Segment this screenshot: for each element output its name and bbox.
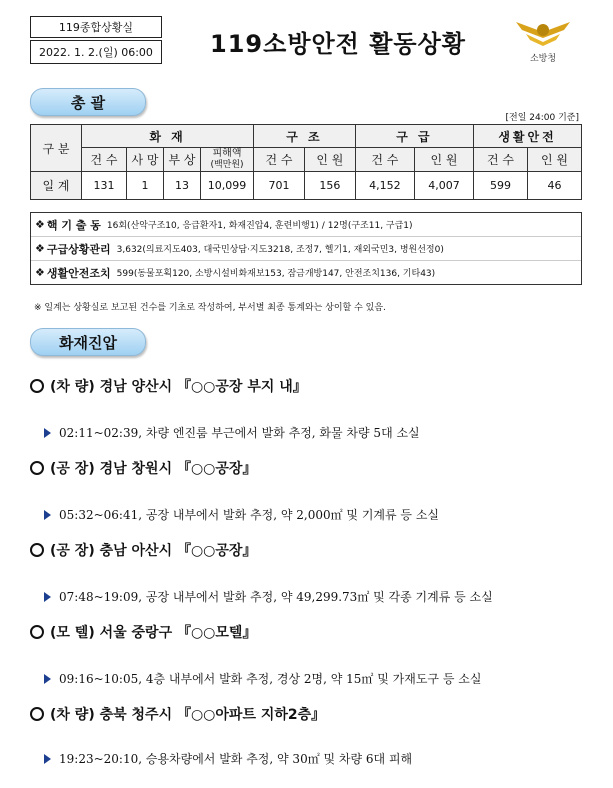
detail-text: 16회(산악구조10, 응급환자1, 화재진압4, 훈련비행1) / 12명(구조11, 구급1) <box>106 221 413 231</box>
group-ems: 구 급 <box>355 125 473 148</box>
val-fire-cases: 131 <box>82 172 127 200</box>
fire-item-title <box>30 540 256 560</box>
fire-item-desc <box>44 506 439 523</box>
fire-desc-text: 07:48~19:09, 공장 내부에서 발화 추정, 약 49,299.73㎡ 및 각종 기계류 등 소실 <box>59 590 493 604</box>
datetime-label <box>30 40 162 64</box>
detail-row-ems-management <box>31 237 581 261</box>
group-rescue: 구 조 <box>254 125 356 148</box>
triangle-bullet-icon <box>44 592 51 602</box>
diamond-bullet-icon: ❖ <box>35 218 45 231</box>
fire-title-text: (모 텔) 서울 중랑구 『○○모텔』 <box>50 625 257 641</box>
triangle-bullet-icon <box>44 510 51 520</box>
circle-bullet-icon <box>30 461 44 475</box>
page-title: 119소방안전 활동상황 <box>210 30 466 58</box>
val-ems-people: 4,007 <box>414 172 473 200</box>
fire-desc-text: 02:11~02:39, 차량 엔진룸 부근에서 발화 추정, 화물 차량 5대 소실 <box>59 426 420 440</box>
summary-table <box>30 124 582 200</box>
sub-safety-people: 인 원 <box>527 148 581 172</box>
val-safety-cases: 599 <box>474 172 528 200</box>
summary-footnote: ※ 일계는 상황실로 보고된 건수를 기초로 작성하여, 부서별 최종 통계와는 상이할 수 있음. <box>34 303 386 313</box>
summary-section-text: 총 괄 <box>70 93 106 112</box>
sub-ems-cases: 건 수 <box>355 148 414 172</box>
sub-rescue-cases: 건 수 <box>254 148 305 172</box>
fire-title-text: (공 장) 충남 아산시 『○○공장』 <box>50 543 257 559</box>
fire-item-title <box>30 458 256 478</box>
row-header-label: 구 분 <box>31 125 82 172</box>
sub-fire-cases: 건 수 <box>82 148 127 172</box>
fire-desc-text: 09:16~10:05, 4층 내부에서 발화 추정, 경상 2명, 약 15㎡ 및 가재도구 등 소실 <box>59 672 482 686</box>
triangle-bullet-icon <box>44 754 51 764</box>
circle-bullet-icon <box>30 543 44 557</box>
val-safety-people: 46 <box>527 172 581 200</box>
detail-label: 구급상황관리 <box>46 242 111 256</box>
sub-fire-injuries: 부 상 <box>164 148 201 172</box>
summary-details <box>30 212 582 285</box>
val-fire-injuries: 13 <box>164 172 201 200</box>
fire-item-title <box>30 376 307 396</box>
circle-bullet-icon <box>30 707 44 721</box>
base-time-note: [전일 24:00 기준] <box>505 113 579 123</box>
sub-rescue-people: 인 원 <box>304 148 355 172</box>
sub-fire-damage <box>201 148 254 172</box>
fire-item-desc <box>44 670 481 687</box>
total-row-label: 일 계 <box>31 172 82 200</box>
detail-text: 3,632(의료지도403, 대국민상담·지도3218, 조정7, 헬기1, 재외국민3, 병원선정0) <box>116 245 444 255</box>
val-ems-cases: 4,152 <box>355 172 414 200</box>
detail-label: 핵 기 출 동 <box>46 218 101 232</box>
sub-fire-damage-text: 피해액 <box>212 148 242 159</box>
group-safety: 생활안전 <box>474 125 582 148</box>
triangle-bullet-icon <box>44 674 51 684</box>
fire-item-desc <box>44 588 493 605</box>
fires-section-text: 화재진압 <box>59 333 117 352</box>
detail-label: 생활안전조치 <box>46 266 111 280</box>
circle-bullet-icon <box>30 625 44 639</box>
fire-item-desc <box>44 424 420 441</box>
detail-row-safety-actions <box>31 261 581 284</box>
circle-bullet-icon <box>30 379 44 393</box>
fire-desc-text: 19:23~20:10, 승용차량에서 발화 추정, 약 30㎡ 및 차량 6대 피해 <box>59 752 413 766</box>
triangle-bullet-icon <box>44 428 51 438</box>
sub-ems-people: 인 원 <box>414 148 473 172</box>
datetime-text: 2022. 1. 2.(일) 06:00 <box>39 46 153 59</box>
diamond-bullet-icon: ❖ <box>35 242 45 255</box>
fire-agency-emblem-icon <box>512 14 574 68</box>
fire-title-text: (차 량) 충북 청주시 『○○아파트 지하2층』 <box>50 707 326 723</box>
val-rescue-people: 156 <box>304 172 355 200</box>
sub-fire-damage-unit: (백만원) <box>210 160 244 170</box>
fire-item-title <box>30 622 256 642</box>
val-fire-deaths: 1 <box>127 172 164 200</box>
group-fire: 화 재 <box>82 125 254 148</box>
summary-section-label <box>30 88 146 116</box>
diamond-bullet-icon: ❖ <box>35 266 45 279</box>
fires-section-label <box>30 328 146 356</box>
fire-item-title <box>30 704 325 724</box>
emblem-caption: 소방청 <box>529 54 557 64</box>
val-fire-damage: 10,099 <box>201 172 254 200</box>
detail-row-helicopter <box>31 213 581 237</box>
fire-title-text: (차 량) 경남 양산시 『○○공장 부지 내』 <box>50 379 307 395</box>
office-label-text: 119종합상황실 <box>58 21 134 34</box>
sub-safety-cases: 건 수 <box>474 148 528 172</box>
fire-item-desc <box>44 750 412 767</box>
sub-fire-deaths: 사 망 <box>127 148 164 172</box>
fire-desc-text: 05:32~06:41, 공장 내부에서 발화 추정, 약 2,000㎡ 및 기계류 등 소실 <box>59 508 440 522</box>
val-rescue-cases: 701 <box>254 172 305 200</box>
detail-text: 599(동물포획120, 소방시설비화재보153, 잠금개방147, 안전조치136, 기타43) <box>116 269 436 279</box>
office-label <box>30 16 162 38</box>
fire-title-text: (공 장) 경남 창원시 『○○공장』 <box>50 461 257 477</box>
